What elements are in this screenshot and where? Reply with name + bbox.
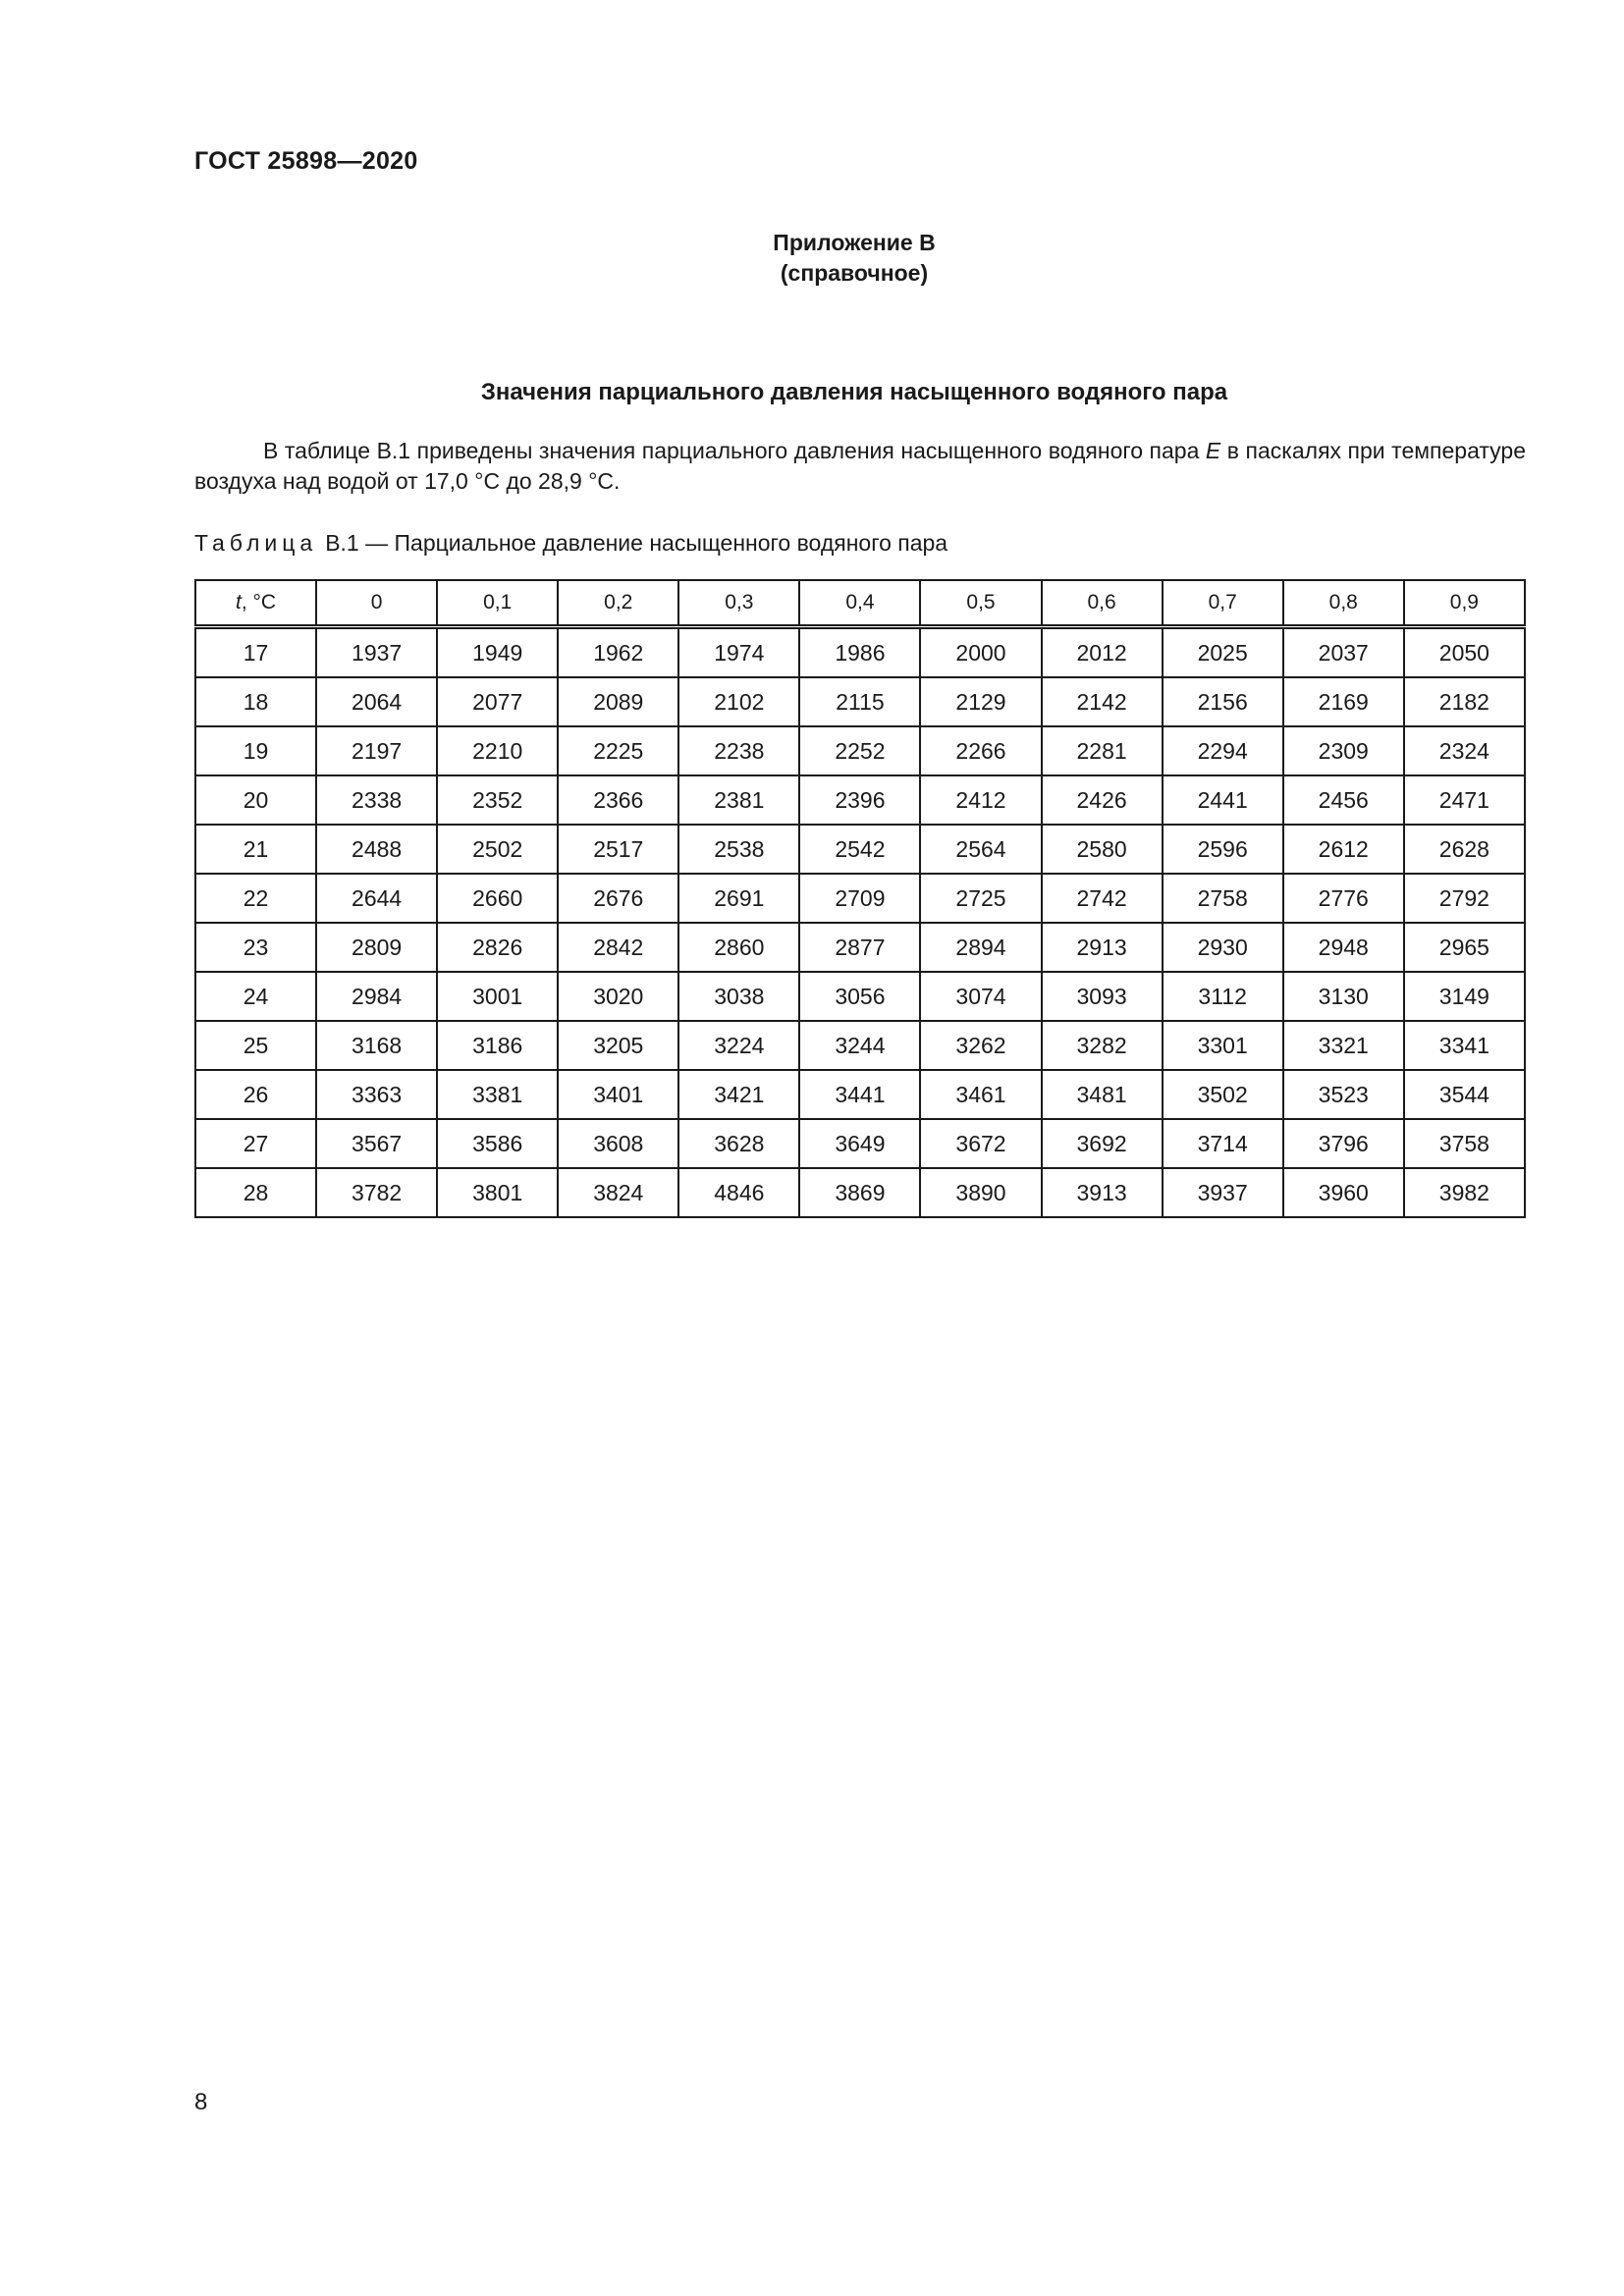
header-col: 0,5 (920, 580, 1041, 627)
pressure-cell: 3523 (1283, 1070, 1404, 1119)
header-col: 0,2 (558, 580, 678, 627)
table-row (195, 775, 1525, 825)
row-temperature-cell: 18 (195, 677, 316, 726)
pressure-cell: 2396 (799, 775, 920, 825)
row-temperature-cell: 28 (195, 1168, 316, 1217)
header-col: 0,6 (1042, 580, 1163, 627)
pressure-cell: 2281 (1042, 726, 1163, 775)
pressure-cell: 1949 (437, 627, 558, 678)
pressure-cell: 2596 (1163, 825, 1283, 874)
header-temperature (195, 580, 316, 627)
pressure-cell: 2709 (799, 874, 920, 923)
row-temperature-cell: 20 (195, 775, 316, 825)
pressure-cell: 3544 (1404, 1070, 1525, 1119)
pressure-cell: 3692 (1042, 1119, 1163, 1168)
pressure-cell: 1937 (316, 627, 437, 678)
pressure-cell: 2809 (316, 923, 437, 972)
pressure-cell: 3421 (678, 1070, 799, 1119)
table-row (195, 825, 1525, 874)
pressure-cell: 2644 (316, 874, 437, 923)
pressure-cell: 2102 (678, 677, 799, 726)
pressure-table (194, 579, 1526, 1218)
table-row (195, 1119, 1525, 1168)
pressure-cell: 2725 (920, 874, 1041, 923)
pressure-cell: 3982 (1404, 1168, 1525, 1217)
pressure-cell: 2025 (1163, 627, 1283, 678)
pressure-cell: 3205 (558, 1021, 678, 1070)
pressure-cell: 2156 (1163, 677, 1283, 726)
row-temperature-cell: 21 (195, 825, 316, 874)
pressure-cell: 3001 (437, 972, 558, 1021)
pressure-cell: 3321 (1283, 1021, 1404, 1070)
pressure-cell: 2877 (799, 923, 920, 972)
row-temperature-cell: 19 (195, 726, 316, 775)
pressure-cell: 2691 (678, 874, 799, 923)
pressure-cell: 2266 (920, 726, 1041, 775)
pressure-cell: 3341 (1404, 1021, 1525, 1070)
pressure-cell: 1962 (558, 627, 678, 678)
table-caption-text: В.1 — Парциальное давление насыщенного водяного пара (325, 530, 948, 556)
pressure-cell: 2169 (1283, 677, 1404, 726)
appendix-subtitle: (справочное) (780, 260, 929, 286)
pressure-cell: 2948 (1283, 923, 1404, 972)
table-row (195, 726, 1525, 775)
table-row (195, 1021, 1525, 1070)
pressure-cell: 2064 (316, 677, 437, 726)
table-row (195, 923, 1525, 972)
pressure-cell: 3608 (558, 1119, 678, 1168)
pressure-cell: 3567 (316, 1119, 437, 1168)
pressure-cell: 2538 (678, 825, 799, 874)
header-temperature-symbol: t (236, 591, 242, 614)
pressure-cell: 3381 (437, 1070, 558, 1119)
pressure-cell: 2502 (437, 825, 558, 874)
pressure-cell: 3714 (1163, 1119, 1283, 1168)
appendix-title: Приложение В (773, 230, 936, 255)
row-temperature-cell: 17 (195, 627, 316, 678)
pressure-cell: 2792 (1404, 874, 1525, 923)
pressure-cell: 3461 (920, 1070, 1041, 1119)
row-temperature-cell: 26 (195, 1070, 316, 1119)
header-col: 0,9 (1404, 580, 1525, 627)
table-caption (194, 530, 947, 557)
row-temperature-cell: 22 (195, 874, 316, 923)
pressure-cell: 2089 (558, 677, 678, 726)
pressure-cell: 3020 (558, 972, 678, 1021)
table-header-row (195, 580, 1525, 627)
pressure-cell: 3890 (920, 1168, 1041, 1217)
pressure-cell: 2000 (920, 627, 1041, 678)
pressure-cell: 3913 (1042, 1168, 1163, 1217)
pressure-cell: 2129 (920, 677, 1041, 726)
table-caption-label: Таблица (194, 530, 318, 556)
pressure-cell: 2612 (1283, 825, 1404, 874)
pressure-cell: 2894 (920, 923, 1041, 972)
intro-text-after: в паскалях при температуре воздуха над водой от 17,0 °С до 28,9 °С. (194, 438, 1526, 494)
header-col: 0,8 (1283, 580, 1404, 627)
pressure-cell: 2660 (437, 874, 558, 923)
pressure-cell: 2471 (1404, 775, 1525, 825)
pressure-cell: 3796 (1283, 1119, 1404, 1168)
pressure-cell: 2628 (1404, 825, 1525, 874)
pressure-cell: 2776 (1283, 874, 1404, 923)
pressure-cell: 3649 (799, 1119, 920, 1168)
row-temperature-cell: 25 (195, 1021, 316, 1070)
pressure-cell: 3628 (678, 1119, 799, 1168)
pressure-cell: 2238 (678, 726, 799, 775)
pressure-cell: 2860 (678, 923, 799, 972)
pressure-cell: 1974 (678, 627, 799, 678)
pressure-cell: 2210 (437, 726, 558, 775)
pressure-cell: 2913 (1042, 923, 1163, 972)
pressure-cell: 2742 (1042, 874, 1163, 923)
pressure-cell: 2517 (558, 825, 678, 874)
pressure-cell: 3441 (799, 1070, 920, 1119)
pressure-cell: 3758 (1404, 1119, 1525, 1168)
pressure-cell: 3186 (437, 1021, 558, 1070)
pressure-cell: 2842 (558, 923, 678, 972)
pressure-cell: 3363 (316, 1070, 437, 1119)
pressure-cell: 2676 (558, 874, 678, 923)
table-row (195, 1168, 1525, 1217)
pressure-cell: 2456 (1283, 775, 1404, 825)
pressure-cell: 3282 (1042, 1021, 1163, 1070)
pressure-cell: 3262 (920, 1021, 1041, 1070)
pressure-cell: 3301 (1163, 1021, 1283, 1070)
pressure-cell: 3502 (1163, 1070, 1283, 1119)
pressure-cell: 3168 (316, 1021, 437, 1070)
pressure-cell: 2426 (1042, 775, 1163, 825)
pressure-cell: 2758 (1163, 874, 1283, 923)
pressure-cell: 3224 (678, 1021, 799, 1070)
document-code: ГОСТ 25898—2020 (194, 147, 418, 175)
pressure-cell: 3937 (1163, 1168, 1283, 1217)
pressure-cell: 2294 (1163, 726, 1283, 775)
pressure-cell: 3112 (1163, 972, 1283, 1021)
pressure-cell: 2366 (558, 775, 678, 825)
pressure-cell: 3149 (1404, 972, 1525, 1021)
pressure-cell: 3869 (799, 1168, 920, 1217)
pressure-cell: 3093 (1042, 972, 1163, 1021)
pressure-cell: 2352 (437, 775, 558, 825)
pressure-cell: 2441 (1163, 775, 1283, 825)
intro-text-before: В таблице В.1 приведены значения парциального давления насыщенного водяного пара (263, 438, 1206, 463)
table-row (195, 1070, 1525, 1119)
pressure-cell: 3056 (799, 972, 920, 1021)
table-row (195, 874, 1525, 923)
header-temperature-unit: , °С (241, 591, 277, 614)
table-row (195, 627, 1525, 678)
pressure-cell: 2252 (799, 726, 920, 775)
pressure-cell: 3782 (316, 1168, 437, 1217)
pressure-cell: 2564 (920, 825, 1041, 874)
pressure-cell: 3401 (558, 1070, 678, 1119)
table-row (195, 677, 1525, 726)
pressure-cell: 2142 (1042, 677, 1163, 726)
pressure-cell: 3244 (799, 1021, 920, 1070)
pressure-cell: 3586 (437, 1119, 558, 1168)
row-temperature-cell: 24 (195, 972, 316, 1021)
pressure-cell: 2309 (1283, 726, 1404, 775)
pressure-cell: 2225 (558, 726, 678, 775)
pressure-cell: 2381 (678, 775, 799, 825)
pressure-cell: 2412 (920, 775, 1041, 825)
pressure-cell: 2580 (1042, 825, 1163, 874)
header-col: 0,4 (799, 580, 920, 627)
intro-symbol: E (1205, 438, 1221, 463)
pressure-cell: 3481 (1042, 1070, 1163, 1119)
appendix-heading (0, 228, 1624, 289)
table-row (195, 972, 1525, 1021)
pressure-cell: 4846 (678, 1168, 799, 1217)
header-col: 0 (316, 580, 437, 627)
intro-paragraph (194, 436, 1526, 497)
header-col: 0,1 (437, 580, 558, 627)
pressure-cell: 3824 (558, 1168, 678, 1217)
pressure-cell: 2077 (437, 677, 558, 726)
table-body (195, 627, 1525, 1218)
pressure-cell: 2197 (316, 726, 437, 775)
header-col: 0,3 (678, 580, 799, 627)
pressure-cell: 2182 (1404, 677, 1525, 726)
pressure-cell: 2050 (1404, 627, 1525, 678)
pressure-cell: 2542 (799, 825, 920, 874)
pressure-cell: 3672 (920, 1119, 1041, 1168)
page-number: 8 (194, 2089, 208, 2115)
pressure-cell: 3038 (678, 972, 799, 1021)
pressure-cell: 3801 (437, 1168, 558, 1217)
pressure-cell: 2338 (316, 775, 437, 825)
row-temperature-cell: 27 (195, 1119, 316, 1168)
pressure-cell: 2984 (316, 972, 437, 1021)
pressure-cell: 2488 (316, 825, 437, 874)
pressure-cell: 2037 (1283, 627, 1404, 678)
pressure-cell: 2826 (437, 923, 558, 972)
pressure-cell: 2965 (1404, 923, 1525, 972)
pressure-cell: 2115 (799, 677, 920, 726)
pressure-cell: 3130 (1283, 972, 1404, 1021)
pressure-cell: 2324 (1404, 726, 1525, 775)
pressure-cell: 2930 (1163, 923, 1283, 972)
header-col: 0,7 (1163, 580, 1283, 627)
section-title: Значения парциального давления насыщенного водяного пара (480, 379, 1228, 405)
pressure-cell: 3074 (920, 972, 1041, 1021)
pressure-cell: 2012 (1042, 627, 1163, 678)
pressure-cell: 3960 (1283, 1168, 1404, 1217)
row-temperature-cell: 23 (195, 923, 316, 972)
pressure-cell: 1986 (799, 627, 920, 678)
